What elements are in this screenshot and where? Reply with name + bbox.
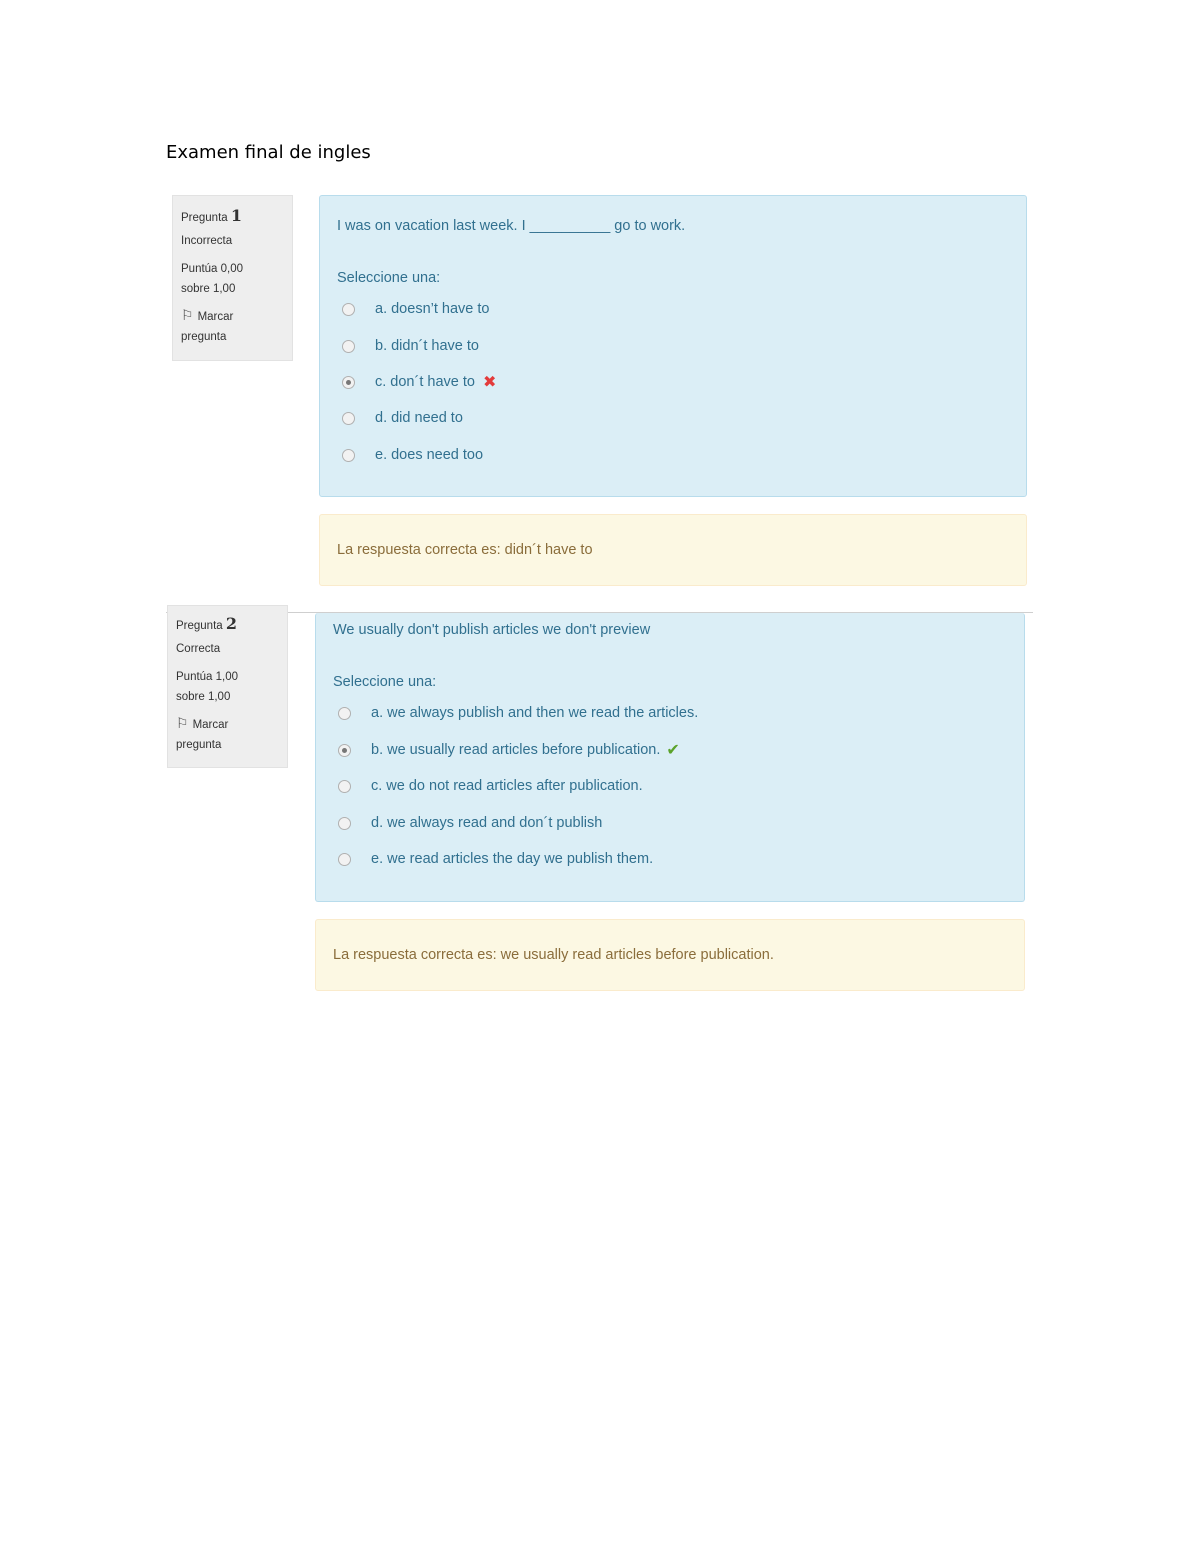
- question-1-content: [319, 195, 1027, 497]
- question-grade: Puntúa 1,00 sobre 1,00: [176, 671, 239, 703]
- flag-question-link[interactable]: ⚐ Marcar pregunta: [176, 715, 229, 751]
- answer-option-d[interactable]: [342, 406, 463, 430]
- answer-label: a. we always publish and then we read the articles.: [371, 705, 699, 721]
- question-2-info: [167, 605, 288, 768]
- answer-option-e[interactable]: [342, 443, 483, 467]
- answer-label: c. we do not read articles after publication.: [371, 778, 643, 794]
- answer-option-a[interactable]: [342, 297, 489, 321]
- radio-button[interactable]: [342, 303, 355, 316]
- question-state: Correcta: [176, 643, 221, 655]
- answer-label: d. we always read and don´t publish: [371, 815, 603, 831]
- answer-label: d. did need to: [375, 410, 463, 426]
- question-grade: Puntúa 0,00 sobre 1,00: [181, 263, 244, 295]
- answer-option-c[interactable]: [342, 370, 496, 394]
- answer-prompt: Seleccione una:: [337, 270, 441, 286]
- answer-option-d[interactable]: [338, 811, 602, 835]
- question-2-content: [315, 613, 1025, 902]
- answer-option-b[interactable]: [342, 334, 479, 358]
- question-number: Pregunta 1: [181, 206, 243, 225]
- flag-icon: ⚐: [176, 715, 189, 731]
- document-title: Examen final de ingles: [166, 142, 371, 163]
- answer-label: c. don´t have to: [375, 374, 475, 390]
- question-state: Incorrecta: [181, 235, 233, 247]
- cross-icon: ✖: [482, 374, 497, 391]
- radio-button[interactable]: [338, 817, 351, 830]
- radio-button[interactable]: [338, 707, 351, 720]
- check-icon: ✔: [666, 742, 680, 759]
- radio-button-selected[interactable]: [338, 744, 351, 757]
- flag-icon: ⚐: [181, 307, 194, 323]
- question-text: I was on vacation last week. I __________ go to work.: [337, 218, 686, 234]
- radio-button[interactable]: [342, 340, 355, 353]
- answer-option-b[interactable]: [338, 738, 680, 762]
- question-1-info: [172, 195, 293, 361]
- question-1-feedback: La respuesta correcta es: didn´t have to: [319, 514, 1027, 586]
- answer-label: e. we read articles the day we publish them.: [371, 851, 654, 867]
- answer-option-c[interactable]: [338, 774, 643, 798]
- radio-button-selected[interactable]: [342, 376, 355, 389]
- answer-option-a[interactable]: [338, 701, 698, 725]
- radio-button[interactable]: [342, 449, 355, 462]
- answer-prompt: Seleccione una:: [333, 674, 437, 690]
- flag-question-link[interactable]: ⚐ Marcar pregunta: [181, 307, 234, 343]
- answer-option-e[interactable]: [338, 847, 653, 871]
- radio-button[interactable]: [342, 412, 355, 425]
- question-number: Pregunta 2: [176, 614, 238, 633]
- answer-label: b. we usually read articles before publication.: [371, 742, 661, 758]
- answer-label: e. does need too: [375, 447, 484, 463]
- question-text: We usually don't publish articles we don't preview: [333, 622, 651, 638]
- radio-button[interactable]: [338, 780, 351, 793]
- question-2-feedback: La respuesta correcta es: we usually read articles before publication.: [315, 919, 1025, 991]
- radio-button[interactable]: [338, 853, 351, 866]
- answer-label: a. doesn’t have to: [375, 301, 490, 317]
- answer-label: b. didn´t have to: [375, 338, 479, 354]
